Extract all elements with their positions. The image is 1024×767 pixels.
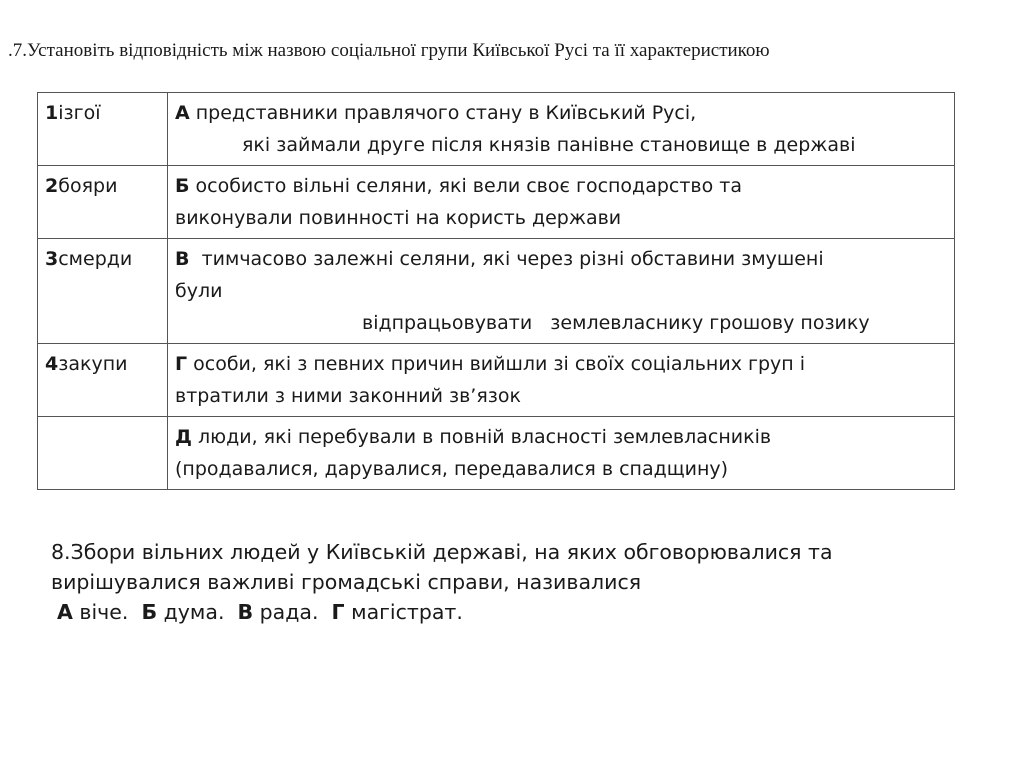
question-8-text: 8.Збори вільних людей у Київській державі, на яких обговорювалися та [51, 540, 833, 564]
option-letter: Д [175, 426, 192, 448]
answer-letter: Г [331, 600, 345, 624]
answer-letter: В [237, 600, 254, 624]
question-7-title: .7.Установіть відповідність між назвою соціальної групи Київської Русі та її характеристикою [8, 40, 770, 61]
group-name: закупи [58, 353, 128, 375]
answer-options [51, 597, 833, 627]
description-cell [168, 417, 955, 490]
answer-text: дума. [157, 600, 238, 624]
group-name: ізгої [58, 102, 101, 124]
group-cell [38, 93, 168, 166]
answer-text: рада. [253, 600, 332, 624]
group-name: бояри [58, 175, 118, 197]
group-name: смерди [58, 248, 133, 270]
table-row [38, 239, 955, 344]
description-text: були [175, 280, 223, 302]
group-number: 3 [45, 248, 59, 270]
group-number: 1 [45, 102, 59, 124]
matching-table [37, 92, 955, 490]
description-text: (продавалися, дарувалися, передавалися в спадщину) [175, 458, 729, 480]
question-8-text: вирішувалися важливі громадські справи, називалися [51, 570, 642, 594]
option-letter: А [175, 102, 190, 124]
description-cell [168, 166, 955, 239]
description-text: які займали друге після князів панівне становище в державі [242, 134, 856, 156]
description-text: втратили з ними законний зв’язок [175, 385, 521, 407]
description-text: виконували повинності на користь держави [175, 207, 622, 229]
description-cell [168, 344, 955, 417]
table-row [38, 166, 955, 239]
group-number: 4 [45, 353, 59, 375]
description-text: особисто вільні селяни, які вели своє господарство та [189, 175, 742, 197]
option-letter: Г [175, 353, 188, 375]
group-cell [38, 417, 168, 490]
table-row [38, 417, 955, 490]
description-cell [168, 93, 955, 166]
description-text: відпрацьовувати землевласнику грошову позику [362, 312, 870, 334]
description-cell [168, 239, 955, 344]
answer-letter: Б [141, 600, 158, 624]
description-text: особи, які з певних причин вийшли зі своїх соціальних груп і [187, 353, 805, 375]
group-cell [38, 166, 168, 239]
group-number: 2 [45, 175, 59, 197]
question-8 [51, 537, 833, 627]
group-cell [38, 344, 168, 417]
description-text: люди, які перебували в повній власності землевласників [191, 426, 772, 448]
option-letter: Б [175, 175, 190, 197]
answer-text: віче. [72, 600, 142, 624]
description-text: представники правлячого стану в Київський Русі, [189, 102, 697, 124]
answer-text: магістрат. [344, 600, 463, 624]
option-letter: В [175, 248, 190, 270]
answer-letter: А [57, 600, 73, 624]
description-text: тимчасово залежні селяни, які через різні обставини змушені [189, 248, 824, 270]
group-cell [38, 239, 168, 344]
table-row [38, 344, 955, 417]
table-row [38, 93, 955, 166]
